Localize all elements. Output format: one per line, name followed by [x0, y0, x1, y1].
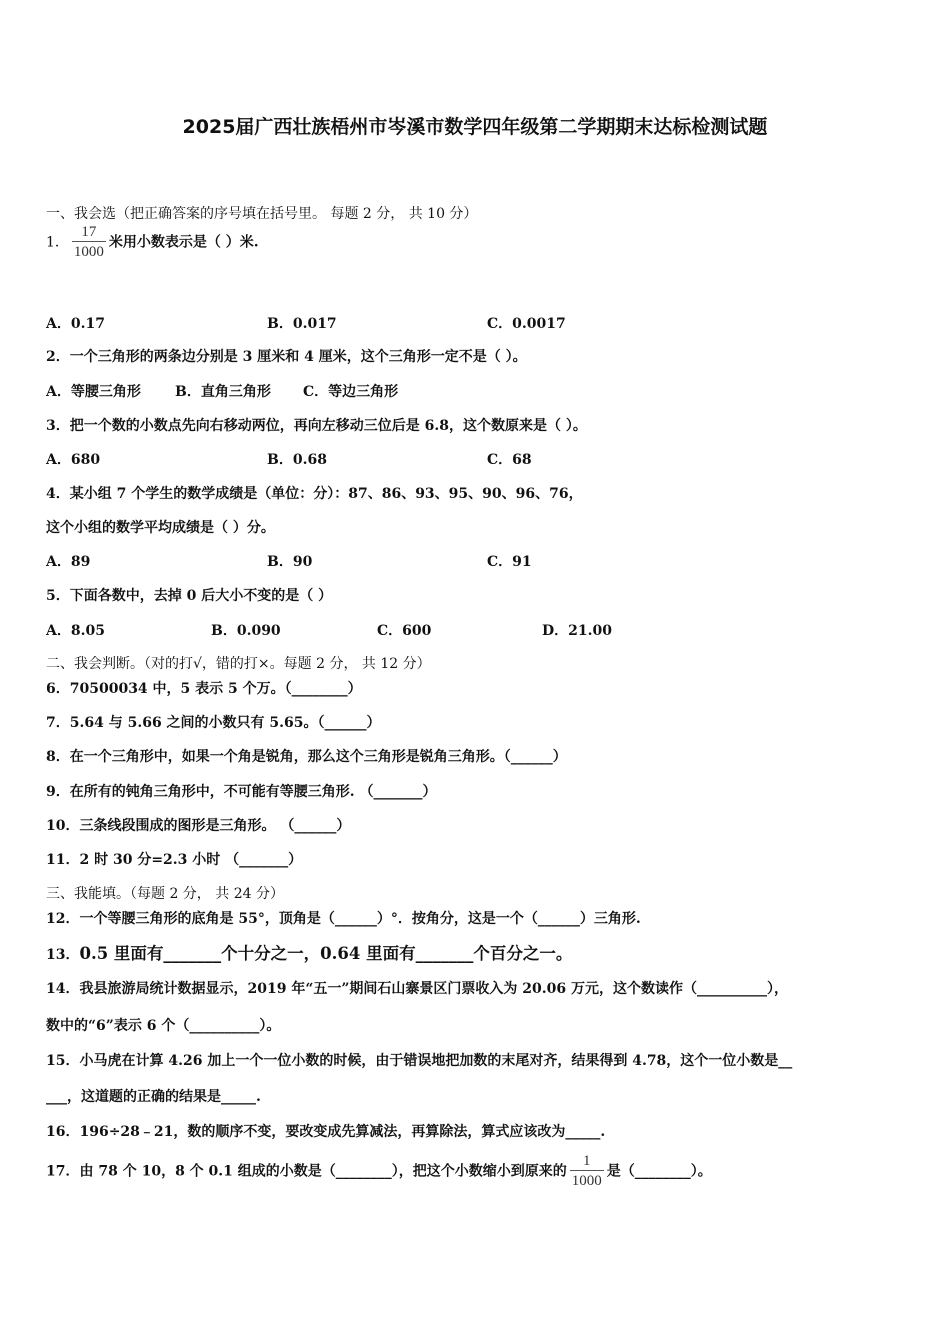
q4-option-c: C．91 — [487, 554, 532, 570]
question-16: 16．196÷28﹣21，数的顺序不变，要改变成先算减法，再算除法，算式应该改为_____. — [46, 1124, 606, 1140]
q5-option-c: C．600 — [377, 623, 432, 639]
q1-option-c: C．0.0017 — [487, 316, 566, 332]
q3-option-c: C．68 — [487, 452, 532, 468]
question-13-text: 0.5 里面有_______个十分之一，0.64 里面有_______个百分之一。 — [79, 944, 573, 963]
fraction — [72, 224, 106, 261]
fraction-denominator: 1000 — [72, 241, 106, 261]
section-heading-choice: 一、我会选（把正确答案的序号填在括号里。 每题 2 分， 共 10 分） — [46, 206, 478, 222]
question-4: 4．某小组 7 个学生的数学成绩是（单位：分）：87、86、93、95、90、96、76， — [46, 486, 583, 502]
q3-option-b: B．0.68 — [267, 452, 327, 468]
q5-option-a: A．8.05 — [46, 623, 105, 639]
q4-option-b: B．90 — [267, 554, 313, 570]
q5-option-d: D．21.00 — [542, 623, 612, 639]
section-heading-fill: 三、我能填。（每题 2 分， 共 24 分） — [46, 886, 284, 902]
question-12: 12．一个等腰三角形的底角是 55°，顶角是（______）°．按角分，这是一个（______）三角形. — [46, 911, 641, 927]
q2-option-a: A．等腰三角形 — [46, 384, 141, 400]
question-10: 10．三条线段围成的图形是三角形。 （______） — [46, 818, 351, 834]
q1-option-b: B．0.017 — [267, 316, 337, 332]
question-5: 5．下面各数中，去掉 0 后大小不变的是（ ） — [46, 588, 333, 604]
q3-option-a: A．680 — [46, 452, 101, 468]
question-14: 14．我县旅游局统计数据显示，2019 年“五一”期间石山寨景区门票收入为 20.06 万元，这个数读作（__________）， — [46, 981, 789, 997]
question-1 — [46, 224, 259, 261]
question-17-text: 17．由 78 个 10，8 个 0.1 组成的小数是（________），把这个小数缩小到原来的 — [46, 1163, 567, 1180]
question-3: 3．把一个数的小数点先向右移动两位，再向左移动三位后是 6.8，这个数原来是（ ）。 — [46, 418, 587, 434]
question-1-text: 米用小数表示是（ ）米. — [108, 234, 259, 251]
q4-option-a: A．89 — [46, 554, 91, 570]
question-2: 2．一个三角形的两条边分别是 3 厘米和 4 厘米，这个三角形一定不是（ ）。 — [46, 349, 527, 365]
q1-option-a: A．0.17 — [46, 316, 105, 332]
question-6: 6．70500034 中，5 表示 5 个万。（________） — [46, 681, 362, 697]
question-17-text-end: 是（________）。 — [606, 1163, 712, 1180]
question-4-continued: 这个小组的数学平均成绩是（ ）分。 — [46, 520, 275, 536]
question-13 — [46, 940, 572, 964]
question-9: 9．在所有的钝角三角形中，不可能有等腰三角形. （_______） — [46, 784, 437, 800]
question-13-number: 13． — [46, 947, 80, 963]
page-title: 2025届广西壮族梧州市岑溪市数学四年级第二学期期末达标检测试题 — [182, 116, 768, 138]
question-15-continued: ___，这道题的正确的结果是_____. — [46, 1089, 261, 1105]
fraction-numerator: 17 — [81, 224, 97, 240]
fraction — [570, 1153, 604, 1190]
q2-option-b: B．直角三角形 — [175, 384, 271, 400]
q2-option-c: C．等边三角形 — [303, 384, 399, 400]
question-1-number: 1． — [46, 234, 69, 251]
question-8: 8．在一个三角形中，如果一个角是锐角，那么这个三角形是锐角三角形。（______） — [46, 749, 567, 765]
q5-option-b: B．0.090 — [211, 623, 281, 639]
question-15: 15．小马虎在计算 4.26 加上一个一位小数的时候，由于错误地把加数的末尾对齐，结果得到 4.78，这个一位小数是__ — [46, 1053, 793, 1069]
question-17 — [46, 1153, 712, 1190]
section-heading-judge: 二、我会判断。（对的打√，错的打×。每题 2 分， 共 12 分） — [46, 656, 431, 672]
question-14-continued: 数中的“6”表示 6 个（__________）。 — [46, 1018, 281, 1034]
fraction-numerator: 1 — [583, 1153, 591, 1169]
fraction-denominator: 1000 — [570, 1170, 604, 1190]
question-11: 11．2 时 30 分=2.3 小时 （_______） — [46, 852, 303, 868]
question-7: 7．5.64 与 5.66 之间的小数只有 5.65。（______） — [46, 715, 381, 731]
